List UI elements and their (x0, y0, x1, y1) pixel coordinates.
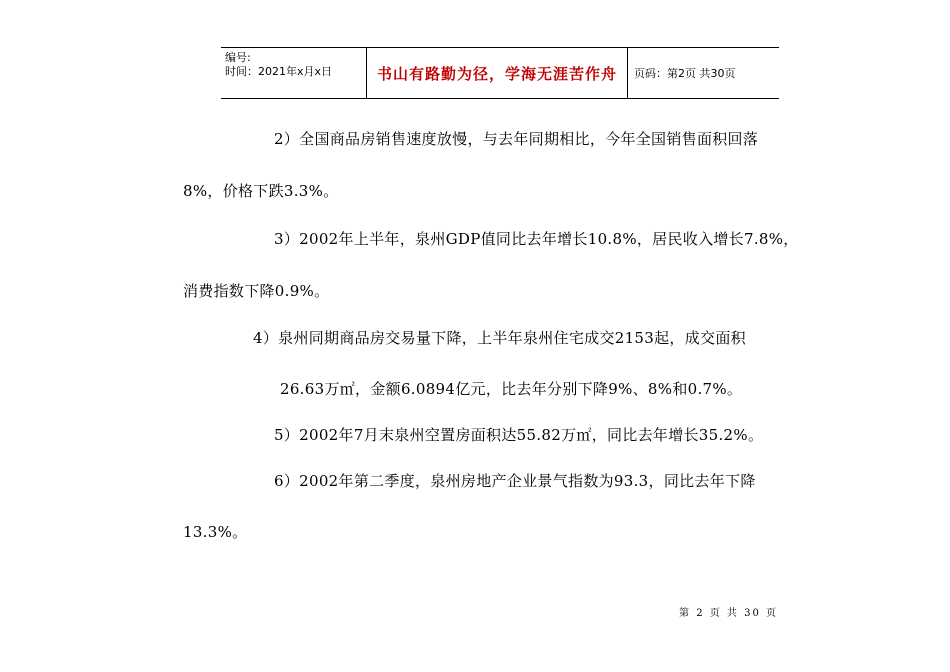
paragraph-4-line-2: 26.63万㎡，金额6.0894亿元，比去年分别下降9%、8%和0.7%。 (280, 380, 743, 398)
page-header (221, 47, 779, 99)
paragraph-5-line-1: 5）2002年7月末泉州空置房面积达55.82万㎡，同比去年增长35.2%。 (274, 426, 764, 444)
paragraph-3-line-1: 3）2002年上半年，泉州GDP值同比去年增长10.8%，居民收入增长7.8%， (274, 230, 799, 248)
paragraph-3-line-2: 消费指数下降0.9%。 (183, 282, 330, 300)
paragraph-2-line-1: 2）全国商品房销售速度放慢，与去年同期相比，今年全国销售面积回落 (274, 130, 759, 148)
header-motto: 书山有路勤为径，学海无涯苦作舟 (366, 48, 628, 98)
document-time-label: 时间：2021年x月x日 (225, 65, 333, 78)
page-footer: 第 2 页 共 30 页 (679, 608, 778, 619)
paragraph-6-line-2: 13.3%。 (183, 523, 248, 541)
document-number-label: 编号: (225, 51, 251, 64)
header-meta (221, 48, 366, 98)
header-page-code: 页码：第2页 共30页 (634, 67, 736, 80)
paragraph-4-line-1: 4）泉州同期商品房交易量下降，上半年泉州住宅成交2153起，成交面积 (253, 329, 746, 347)
paragraph-6-line-1: 6）2002年第二季度，泉州房地产企业景气指数为93.3，同比去年下降 (274, 472, 756, 490)
paragraph-2-line-2: 8%，价格下跌3.3%。 (183, 182, 339, 200)
